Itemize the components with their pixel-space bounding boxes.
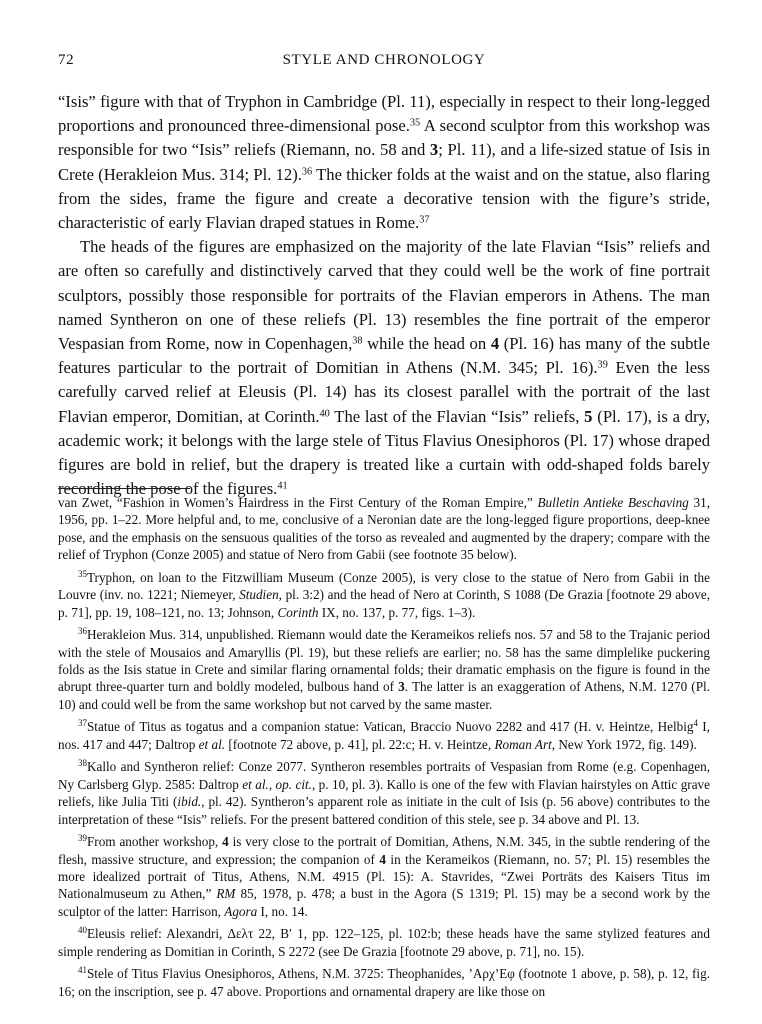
- text-run: A second sculptor from this workshop was responsible for two “Isis” reliefs (Riemann, no. 58 and: [58, 116, 711, 160]
- note-marker: 40: [319, 407, 330, 419]
- text-run: in the Kerameikos (Riemann, no. 57; Pl. 15) resembles the more idealized portrait of Titus, Athens, N.M. 4915 (Pl. 15): A. Stavrides, “Zwei Porträts des Kaisers Titus im Nationalmuseum zu Athen,”: [58, 851, 711, 902]
- text-run: (Pl. 17), is a dry, academic work; it belongs with the large stele of Titus Flavius Onesiphoros (Pl. 17) whose draped figures are bold in relief, but the drapery is treated like a curtain with odd-shaped folds barely recording the pose of the figures.: [58, 406, 710, 499]
- footnote: [58, 925, 710, 960]
- running-head: [58, 52, 710, 72]
- catalog-number: 3: [429, 140, 439, 160]
- italic-text: ibid.: [177, 794, 202, 810]
- text-run: I, no. 14.: [257, 903, 308, 919]
- text-run: , pl. 3:2) and the head of Nero at Corinth, S 1088 (De Grazia [footnote 29 above, p. 71], pp. 19, 108–121, no. 13; Johnson,: [58, 587, 710, 620]
- catalog-number: 4: [379, 851, 386, 867]
- text-run: , p. 10, pl. 3). Kallo is one of the few with Flavian hairstyles on Attic grave reliefs, like Julia Titi (: [58, 776, 711, 810]
- text-run: [footnote 72 above, p. 41], pl. 22:c; H. v. Heintze,: [225, 736, 495, 752]
- catalog-number: 5: [584, 406, 593, 426]
- text-run: Even the less carefully carved relief at Eleusis (Pl. 14) has its closest parallel with the portrait of the last Flavian emperor, Domitian, at Corinth.: [58, 358, 710, 426]
- footnote: [58, 965, 710, 1000]
- text-run: IX, no. 137, p. 77, figs. 1–3).: [318, 604, 476, 620]
- catalog-number: 3: [398, 679, 405, 695]
- italic-text: Agora: [224, 903, 258, 919]
- text-run: ,: [268, 776, 276, 792]
- note-marker: 38: [78, 758, 87, 769]
- italic-text: Corinth: [277, 604, 319, 620]
- note-marker: 37: [78, 718, 87, 729]
- body-paragraph: [58, 90, 710, 235]
- italic-text: Studien: [239, 587, 279, 603]
- text-run: 31, 1956, pp. 1–22. More helpful and, to me, conclusive of a Neronian date are the long-legged figure proportions, deep-knee pose, and the emphasis on the sensuous qualities of the torso as revealed and augmented by the drapery; compare with the relief of Tryphon (Conze 2005) and statue of Nero from Gabii (see footnote 35 below).: [58, 495, 710, 563]
- text-run: , New York 1972, fig. 149).: [551, 736, 697, 752]
- text-run: Kallo and Syntheron relief: Conze 2077. Syntheron resembles portraits of Vespasian from Rome (e.g. Copenhagen, Ny Carlsberg Glyp. 2585: Daltrop: [58, 759, 710, 792]
- text-run: Tryphon, on loan to the Fitzwilliam Museum (Conze 2005), is very close to the statue of Nero from Gabii in the Louvre (inv. no. 1221; Niemeyer,: [58, 569, 710, 603]
- note-marker: 38: [352, 335, 363, 347]
- note-marker: 35: [78, 568, 87, 579]
- catalog-number: 4: [222, 834, 229, 850]
- footnotes: [58, 494, 710, 1005]
- note-marker: 36: [78, 626, 87, 637]
- footnote: [58, 494, 710, 564]
- text-run: (Pl. 16) has many of the subtle features particular to the portrait of Domitian in Athens (N.M. 345; Pl. 16).: [58, 334, 710, 378]
- text-run: while the head on: [362, 334, 491, 354]
- note-marker: 39: [78, 833, 87, 844]
- text-run: I, nos. 417 and 447; Daltrop: [58, 719, 710, 752]
- text-run: “Isis” figure with that of Tryphon in Cambridge (Pl. 11), especially in respect to their long-legged proportions and pronounced three-dimensional pose.: [58, 92, 710, 136]
- footnote: [58, 626, 710, 713]
- note-marker: 4: [693, 718, 698, 729]
- text-run: ; Pl. 11), and a life-sized statue of Isis in Crete (Herakleion Mus. 314; Pl. 12).: [58, 140, 710, 184]
- footnote: [58, 833, 710, 920]
- italic-text: Roman Art: [494, 736, 552, 752]
- footnote-rule: [58, 488, 190, 489]
- text-run: Stele of Titus Flavius Onesiphoros, Athens, N.M. 3725: Theophanides, ’Αρχ’Εφ (footnote 1 above, p. 58), p. 12, fig. 16; on the inscription, see p. 47 above. Proportions and ornamental drapery are like those on: [58, 966, 710, 999]
- note-marker: 36: [301, 165, 313, 177]
- text-run: Eleusis relief: Alexandri, Δελτ 22, B′ 1, pp. 122–125, pl. 102:b; these heads have the same stylized features and simple rendering as Domitian in Corinth, S 2272 (see De Grazia [footnote 29 above, p. 71], no. 15).: [58, 926, 710, 959]
- note-marker: 40: [78, 925, 87, 936]
- italic-text: RM: [216, 886, 236, 902]
- footnote: [58, 569, 710, 621]
- text-run: Statue of Titus as togatus and a companion statue: Vatican, Braccio Nuovo 2282 and 417 (H. v. Heintze, Helbig: [86, 719, 694, 735]
- page-number: 72: [58, 52, 75, 68]
- text-run: The thicker folds at the waist and on the statue, also flaring from the sides, frame the figure and create a decorative tension with the figure’s stride, characteristic of early Flavian draped statues in Rome.: [58, 164, 710, 233]
- text-run: 85, 1978, p. 478; a bust in the Agora (S 1319; Pl. 15) may be a second work by the sculptor of the latter: Harrison,: [58, 886, 711, 919]
- body-paragraph: [58, 235, 710, 501]
- italic-text: et al.: [198, 736, 226, 752]
- note-marker: 41: [78, 965, 87, 976]
- note-marker: 41: [277, 480, 288, 492]
- catalog-number: 4: [490, 334, 500, 354]
- text-run: Herakleion Mus. 314, unpublished. Riemann would date the Kerameikos reliefs nos. 57 and 58 to the Trajanic period with the stele of Mousaios and Amaryllis (Pl. 19), but these reliefs are earlier; no. 58 has the same dimplelike puckering folds as the Isis statue in Crete and similar flaring ornamental folds; their dramatic emphasis on the figure is found in the abrupt three-quarter turn and boldly modeled, bulbous hand of: [58, 627, 710, 695]
- footnote: [58, 758, 710, 828]
- running-title: STYLE AND CHRONOLOGY: [282, 52, 486, 68]
- text-run: van Zwet, “Fashion in Women’s Hairdress in the First Century of the Roman Empire,”: [58, 495, 538, 510]
- text-run: The heads of the figures are emphasized on the majority of the late Flavian “Isis” reliefs and are often so carefully and distinctively carved that they could well be the work of fine portrait sculptors, possibly those responsible for portraits of the Flavian emperors in Athens. The man named Syntheron on one of these reliefs (Pl. 13) resembles the fine portrait of the emperor Vespasian from Rome, now in Copenhagen,: [58, 237, 710, 354]
- note-marker: 35: [409, 117, 421, 129]
- italic-text: Bulletin Antieke Beschaving: [537, 495, 689, 510]
- note-marker: 39: [597, 359, 608, 371]
- text-run: The last of the Flavian “Isis” reliefs,: [329, 406, 585, 426]
- italic-text: et al.: [242, 776, 269, 792]
- text-run: , pl. 42). Syntheron’s apparent role as initiate in the cult of Isis (p. 56 above) contributes to the interpretation of these “Isis” reliefs. For the present battered condition of this stele, see p. 34 above and Pl. 13.: [58, 794, 710, 827]
- text-run: . The latter is an exaggeration of Athens, N.M. 1270 (Pl. 10) and could well be from the same workshop but not carved by the same master.: [58, 679, 710, 712]
- main-text: [58, 90, 710, 501]
- note-marker: 37: [419, 214, 430, 226]
- text-run: is very close to the portrait of Domitian, Athens, N.M. 345, in the subtle rendering of the flesh, massive structure, and expression; the companion of: [58, 834, 710, 867]
- footnote: [58, 718, 710, 753]
- italic-text: op. cit.: [275, 776, 312, 792]
- text-run: From another workshop,: [86, 834, 223, 850]
